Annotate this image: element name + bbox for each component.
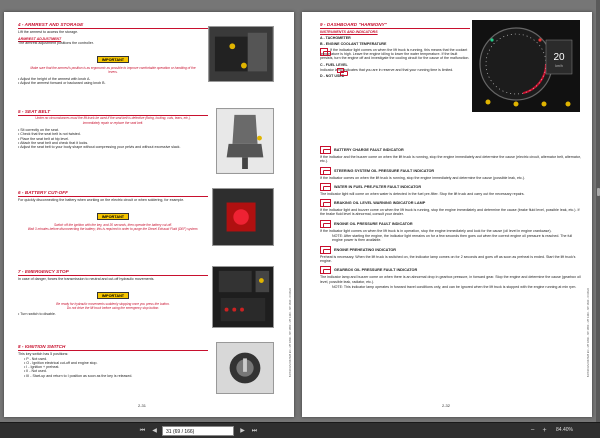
braking-oil-level-icon: [320, 199, 331, 207]
warning-text: Be ready for hydraulic movements suddenly stopping once you press the button.: [56, 301, 170, 306]
viewer-toolbar: [0, 422, 600, 438]
list-item: [320, 167, 582, 175]
fuel-level-icon: [337, 68, 344, 73]
dashboard-image: [472, 20, 580, 112]
bullet-item: • Check that the seat belt is not twisted.: [18, 132, 81, 137]
indicator-title: ENGINE PREHEATING INDICATOR: [334, 247, 397, 252]
bullet-item: • Attach the seat belt and check that it locks.: [18, 141, 89, 145]
indicator-title: GEARBOX OIL PRESSURE FAULT INDICATOR: [334, 268, 418, 273]
section-battery: [18, 190, 208, 231]
section-title: 8 - IGNITION SWITCH: [18, 344, 66, 349]
indicator-title: STEERING SYSTEM OIL PRESSURE FAULT INDICATOR: [334, 168, 435, 173]
indicator-title: ENGINE OIL PRESSURE FAULT INDICATOR: [334, 221, 413, 226]
paragraph: In case of danger, forces the transmission to neutral and cut-off hydraulic movements.: [18, 277, 155, 282]
warning-text: Under no circumstances must the lift truck be used if the seat belt is defective (fixing, locking, cuts, tears, etc.).: [35, 116, 191, 121]
indicator-list: [320, 146, 582, 289]
page-left: [4, 12, 294, 417]
note-text: NOTE: After starting the engine, the indicator light remains on for a few seconds then goes out when the correct engine oil pressure is reached. The full engine power is then available.: [332, 234, 573, 243]
page-number: 2-32: [442, 403, 451, 408]
paragraph: If the indicator light comes on when the lift truck is running, this means that the coolant temperature is high. Leave the engine idling to lower the water temperature. If the fault persists, turn the engine off and investigate the cooling circuit for the cause of the malfunction.: [320, 47, 470, 61]
water-in-fuel-icon: [320, 183, 331, 191]
section-title: 7 - EMERGENCY STOP: [18, 269, 69, 274]
paragraph: The indicator lamp and buzzer come on when there is an abnormal drop in gearbox pressure, in forward gear. Stop the engine and determine the cause (gearbox oil level, possible leak, radiator, etc.).: [320, 275, 581, 284]
bullet-item: • Adjust the seat belt to your body shape without compressing your pelvis and without excessive slack.: [18, 145, 181, 150]
section-seat-belt: [18, 109, 208, 150]
paragraph: The indicator light will come on when water is detected in the fuel pre-filter. Stop the lift truck and carry out the necessary repairs.: [320, 191, 525, 196]
document-code: 647619 EN/ 647628 EN - MT 1840 - MT 1850 - MT 1440 - MT 1640 - 07/2022: [289, 287, 292, 377]
item-heading: D - NOT USED: [320, 74, 345, 79]
page-number-input[interactable]: 31 (69 / 166): [162, 426, 234, 436]
document-code: 647619 EN/ 647628 EN - MT 1840 - MT 1850 - MT 1440 - MT 1640 - 07/2022: [587, 287, 590, 377]
section-armrest: [18, 22, 208, 85]
section-title: 5 - SEAT BELT: [18, 109, 51, 114]
list-item: [320, 199, 582, 207]
paragraph: If the indicator light and buzzer come on when the lift truck is running, stop the engine immediately and determine the cause (brake fluid level, possible leak, etc.). If the brake fluid level is abnormal, consult your dealer.: [320, 208, 580, 217]
section-emergency-stop: [18, 269, 208, 317]
list-item: • II - Not used.: [24, 369, 47, 374]
page-right: [302, 12, 592, 417]
battery-charge-icon: [320, 146, 331, 154]
bullet-item: • Adjust the height of the armrest with knob A.: [18, 76, 91, 81]
zoom-in-icon[interactable]: +: [542, 427, 547, 434]
armrest-photo: [208, 26, 274, 82]
subheading: ARMREST ADJUSTMENT: [18, 36, 62, 41]
ignition-switch-photo: [216, 342, 274, 394]
important-badge: IMPORTANT: [97, 213, 129, 220]
steering-oil-pressure-icon: [320, 167, 331, 175]
next-page-button[interactable]: ▶: [240, 428, 245, 434]
battery-cutoff-photo: [212, 188, 274, 246]
divider: [18, 350, 208, 351]
note-text: NOTE: This indicator lamp operates in forward travel conditions only, and can be ignored when the lift truck is stopped with the engine running at min rpm.: [332, 284, 577, 289]
paragraph: Indicator lamp indicates that you are in reserve and that your running time is limited.: [320, 68, 454, 73]
divider: [18, 28, 208, 29]
important-badge: IMPORTANT: [97, 292, 129, 299]
section-title: 9 - DASHBOARD "HARMONY": [320, 22, 388, 27]
last-page-button[interactable]: ⏭: [251, 428, 258, 434]
paragraph: This key switch has 5 positions:: [18, 352, 69, 357]
dashboard-speed-unit: km/h: [555, 64, 563, 68]
list-item: • O - Ignition electrical cut-off and engine stop.: [24, 360, 98, 365]
dashboard-speed: 20: [553, 52, 565, 63]
paragraph: The armrest adjustment positions the controller.: [18, 40, 94, 45]
section-ignition-switch: [18, 344, 208, 378]
list-item: [320, 146, 582, 154]
seat-photo: [216, 108, 274, 174]
bullet-item: • Sit correctly on the seat.: [18, 128, 59, 133]
subheading: INSTRUMENTS AND INDICATORS: [320, 30, 378, 35]
item-heading: B - ENGINE COOLANT TEMPERATURE: [320, 41, 387, 46]
section-dashboard: [320, 22, 470, 79]
indicator-title: BRAKING OIL LEVEL WARNING INDICATOR LAMP: [334, 201, 426, 206]
bullet-item: • Place the seat belt at hip level.: [18, 136, 70, 141]
page-number: 2-31: [138, 403, 147, 408]
indicator-title: BATTERY CHARGE FAULT INDICATOR: [334, 148, 404, 152]
item-heading: C - FUEL LEVEL: [320, 62, 348, 67]
paragraph: If the indicator light comes on when the lift truck is in operation, stop the engine immediately and look for the cause (oil level in engine crankcase).: [320, 228, 552, 233]
paragraph: For quickly disconnecting the battery when working on the electric circuit or when soldering, for example.: [18, 198, 185, 203]
list-item: • III - Start-up and return to I position as soon as the key is released.: [24, 373, 133, 378]
section-title: 6 - BATTERY CUT-OFF: [18, 190, 68, 195]
previous-page-button[interactable]: ◀: [152, 428, 157, 434]
list-item: • I - Ignition + preheat.: [24, 365, 60, 370]
zoom-level[interactable]: 84.40%: [556, 427, 573, 433]
section-title: 4 - ARMREST AND STORAGE: [18, 22, 84, 27]
item-heading: A - TACHOMETER: [320, 36, 351, 41]
list-item: [320, 220, 582, 228]
engine-oil-pressure-icon: [320, 220, 331, 228]
coolant-temperature-icon: [320, 48, 328, 56]
paragraph: Preheat is necessary. When the lift truck is switched on, the indicator lamp comes on for 2 seconds and goes off as soon as preheat is ended. Start the lift truck's engine.: [320, 254, 576, 263]
emergency-stop-photo: [212, 266, 274, 328]
bullet-item: • Turn switch to disable.: [18, 312, 56, 317]
paragraph: Lift the armrest to access the storage.: [18, 30, 79, 35]
important-badge: IMPORTANT: [97, 56, 129, 63]
divider: [18, 275, 208, 276]
scrollbar-thumb[interactable]: [597, 188, 600, 196]
first-page-button[interactable]: ⏮: [139, 428, 146, 434]
list-item: [320, 266, 582, 274]
warning-text: Immediately repair or replace the seat belt.: [82, 121, 144, 126]
warning-text: Switch off the ignition with the key, and 30 seconds, then operate the battery cut-off.: [53, 222, 173, 227]
zoom-out-icon[interactable]: −: [530, 427, 535, 434]
vertical-scrollbar[interactable]: [596, 0, 600, 422]
gearbox-oil-pressure-icon: [320, 266, 331, 274]
preheating-icon: [320, 246, 331, 254]
paragraph: If the indicator comes on when the lift truck is running, stop the engine immediately and determine the cause (possible leak, etc.).: [320, 175, 525, 180]
list-item: [320, 246, 582, 254]
warning-text: Do not drive the lift truck before using the emergency stop button.: [66, 305, 160, 310]
list-item: • P - Not used.: [24, 356, 48, 361]
indicator-title: WATER IN FUEL PRE-FILTER FAULT INDICATOR: [334, 184, 422, 189]
warning-text: Make sure that the armrest's position is as ergonomic as possible to improve comfortable operation or handling of the levers.: [30, 65, 196, 74]
divider: [18, 196, 208, 197]
list-item: [320, 183, 582, 191]
divider: [320, 28, 470, 29]
paragraph: If the indicator and the buzzer come on when the lift truck is running, stop the engine immediately and determine the cause (electric circuit, alternator belt, alternator, etc.).: [320, 155, 581, 164]
bullet-item: • Adjust the armrest forward or backward using knob B.: [18, 81, 106, 85]
warning-text: Wait 3 minutes before disconnecting the battery; this is required in order to purge the Diesel Exhaust Fluid (DEF) system.: [27, 226, 199, 231]
